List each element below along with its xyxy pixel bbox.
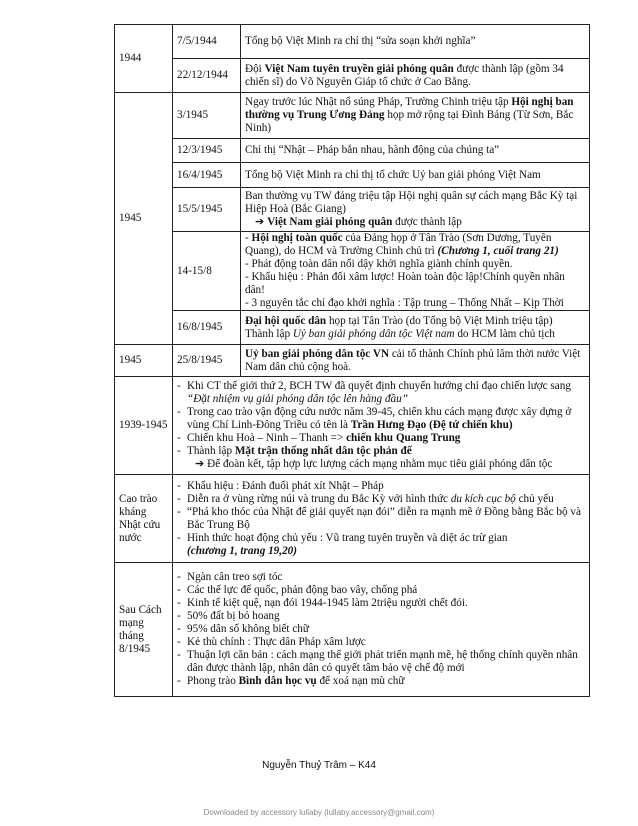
arrow-icon: ➔ [255,216,265,228]
date-cell: 16/8/1945 [173,311,241,345]
period-cell: Cao trào kháng Nhật cứu nước [115,475,173,563]
table-row [115,345,590,377]
table-row [115,93,590,139]
table-row [115,25,590,59]
date-cell: 14-15/8 [173,232,241,311]
table-row [115,475,590,563]
table-row [115,563,590,697]
event-cell: Đại hội quốc dân họp tại Tân Trào (do Tổng bộ Việt Minh triệu tập) Thành lập Uỷ ban giải phóng dân tộc Việt nam do HCM làm chủ tịch [241,311,590,345]
date-cell: 16/4/1945 [173,163,241,188]
table-row [115,163,590,188]
table-row [115,311,590,345]
period-cell: 1944 [115,25,173,93]
table-row [115,232,590,311]
event-cell: Tổng bộ Việt Minh ra chỉ thị tổ chức Uỷ ban giải phóng Việt Nam [241,163,590,188]
table-row [115,188,590,232]
event-cell: - Ngàn cân treo sợi tóc - Các thế lực đế quốc, phản động bao vây, chống phá - Kinh tế kiệt quệ, nạn đói 1944-1945 làm 2triệu người chết đói. - 50% đất bị bỏ hoang - 95% dân số không biết chữ - Kẻ thù chính : Thực dân Pháp xâm lược - Thuận lợi căn bản : cách mạng thế giới phát triển mạnh mẽ, hệ thống chính quyền nhân dân được thành lập, nhân dân có quyết tâm bảo vệ chế độ mới - Phong trào Bình dân học vụ để xoá nạn mù chữ [173,563,590,697]
download-notice: Downloaded by accessory lullaby (lullaby.accessory@gmail.com) [203,808,435,817]
table-row [115,59,590,93]
date-cell: 7/5/1944 [173,25,241,59]
period-cell: 1939-1945 [115,377,173,475]
table-row [115,377,590,475]
author-footer: Nguyễn Thuỷ Trâm – K44 [262,760,376,771]
date-cell: 12/3/1945 [173,139,241,163]
event-cell: Chỉ thị “Nhật – Pháp bắn nhau, hành động của chúng ta” [241,139,590,163]
event-cell: Ban thường vụ TW đảng triệu tập Hội nghị quân sự cách mạng Bắc Kỳ tại Hiệp Hoà (Bắc Giang) ➔ Việt Nam giải phóng quân được thành lập [241,188,590,232]
event-cell: Uỷ ban giải phóng dân tộc VN cải tổ thành Chính phủ lâm thời nước Việt Nam dân chủ cộng hoà. [241,345,590,377]
date-cell: 25/8/1945 [173,345,241,377]
period-cell: Sau Cách mạng tháng 8/1945 [115,563,173,697]
history-table [114,24,590,697]
event-cell: Tổng bộ Việt Minh ra chỉ thị “sửa soạn khởi nghĩa” [241,25,590,59]
event-cell: Đội Việt Nam tuyên truyền giải phóng quân được thành lập (gồm 34 chiến sĩ) do Võ Nguyên Giáp tổ chức ở Cao Bằng. [241,59,590,93]
event-cell: - Khẩu hiệu : Đánh đuổi phát xít Nhật – Pháp - Diễn ra ở vùng rừng núi và trung du Bắc Kỳ với hình thức du kích cục bộ chủ yếu - “Phá kho thóc của Nhật để giải quyết nạn đói” diễn ra mạnh mẽ ở Đồng bằng Bắc bộ và Bắc Trung Bộ - Hình thức hoạt động chủ yếu : Vũ trang tuyên truyền và diệt ác trừ gian (chương 1, trang 19,20) [173,475,590,563]
date-cell: 15/5/1945 [173,188,241,232]
table-row [115,139,590,163]
event-cell: Ngay trước lúc Nhật nổ súng Pháp, Trường Chinh triệu tập Hội nghị ban thường vụ Trung Ương Đảng họp mở rộng tại Đình Bảng (Từ Sơn, Bắc Ninh) [241,93,590,139]
period-cell: 1945 [115,93,173,345]
date-cell: 22/12/1944 [173,59,241,93]
event-cell: - Hội nghị toàn quốc của Đảng họp ở Tân Trào (Sơn Dương, Tuyên Quang), do HCM và Trường Chinh chủ trì (Chương 1, cuối trang 21) - Phát động toàn dân nổi dậy khởi nghĩa giành chính quyền. - Khẩu hiệu : Phản đối xâm lược! Hoàn toàn độc lập!Chính quyền nhân dân! - 3 nguyên tắc chỉ đạo khởi nghĩa : Tập trung – Thống Nhất – Kịp Thời [241,232,590,311]
arrow-icon: ➔ [195,458,205,470]
period-cell: 1945 [115,345,173,377]
event-cell: - Khi CT thế giới thứ 2, BCH TW đã quyết định chuyển hướng chỉ đạo chiến lược sang “Đặt nhiệm vụ giải phóng dân tộc lên hàng đầu” - Trong cao trào vận động cứu nước năm 39-45, chiến khu cách mạng được xây dựng ở vùng Chí Linh-Đông Triều có tên là Trần Hưng Đạo (Đệ tứ chiến khu) - Chiến khu Hoà – Ninh – Thanh => chiến khu Quang Trung - Thành lập Mặt trận thống nhất dân tộc phản đế ➔ Để đoàn kết, tập hợp lực lượng cách mạng nhằm mục tiêu giải phóng dân tộc [173,377,590,475]
date-cell: 3/1945 [173,93,241,139]
